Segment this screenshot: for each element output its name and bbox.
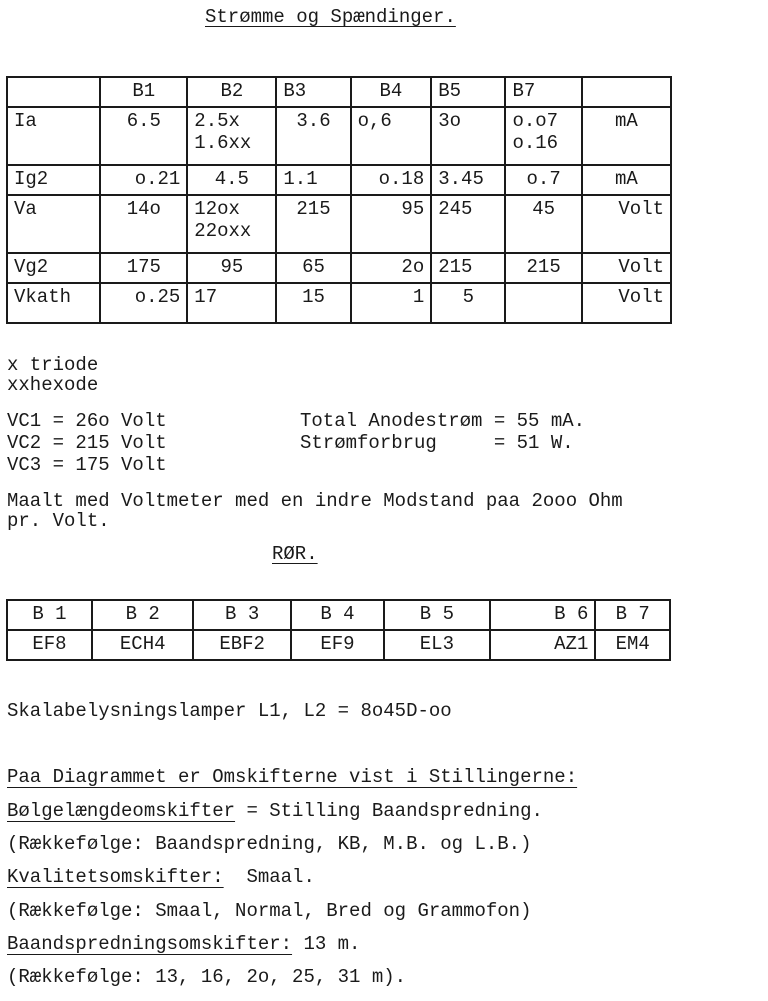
header-cell: B1 — [100, 77, 187, 107]
tube-position-cell: B 5 — [384, 600, 490, 630]
quality-switch-line — [7, 866, 315, 888]
table-cell: 15 — [276, 283, 350, 323]
row-label: Vg2 — [7, 253, 100, 283]
wave-switch-value: = Stilling Baandspredning. — [235, 800, 543, 822]
table-cell: 17 — [187, 283, 276, 323]
tube-position-cell: B 2 — [92, 600, 194, 630]
table-cell: 1 — [351, 283, 432, 323]
table-row — [7, 253, 671, 283]
header-cell: B3 — [276, 77, 350, 107]
table-cell: mA — [582, 165, 671, 195]
table-cell: 45 — [505, 195, 581, 253]
tubes-table — [6, 599, 671, 661]
wave-switch-label: Bølgelængdeomskifter — [7, 800, 236, 822]
note-total-anode: Total Anodestrøm = 55 mA. — [300, 410, 586, 432]
tube-type-cell: ECH4 — [92, 630, 194, 660]
quality-switch-value: Smaal. — [223, 866, 315, 888]
table-cell: 175 — [100, 253, 187, 283]
table-cell: 95 — [351, 195, 432, 253]
note-measured-line2: pr. Volt. — [7, 510, 110, 532]
table-cell: 215 — [505, 253, 581, 283]
table-cell: 95 — [187, 253, 276, 283]
header-cell: B2 — [187, 77, 276, 107]
note-vc2: VC2 = 215 Volt — [7, 432, 167, 454]
note-triode: x triode — [7, 354, 99, 376]
tube-position-cell: B 6 — [490, 600, 596, 630]
table-cell: 215 — [276, 195, 350, 253]
tube-type-cell: EF9 — [291, 630, 384, 660]
table-row — [7, 283, 671, 323]
note-vc1: VC1 = 26o Volt — [7, 410, 167, 432]
table-cell: mA — [582, 107, 671, 165]
table-cell: 4.5 — [187, 165, 276, 195]
table-cell: o.7 — [505, 165, 581, 195]
table-cell: o.o7 o.16 — [505, 107, 581, 165]
note-vc3: VC3 = 175 Volt — [7, 454, 167, 476]
tube-position-cell: B 3 — [193, 600, 290, 630]
note-measured-line1: Maalt med Voltmeter med en indre Modstand paa 2ooo Ohm — [7, 490, 623, 512]
table-cell: 2.5x 1.6xx — [187, 107, 276, 165]
header-cell: B7 — [505, 77, 581, 107]
currents-table — [6, 76, 672, 324]
row-label: Ia — [7, 107, 100, 165]
tube-type-cell: EM4 — [595, 630, 670, 660]
band-switch-line — [7, 933, 360, 955]
table-cell: 215 — [431, 253, 505, 283]
table-row — [7, 107, 671, 165]
header-cell: B5 — [431, 77, 505, 107]
tube-type-cell: EBF2 — [193, 630, 290, 660]
tube-type-cell: EF8 — [7, 630, 92, 660]
table-cell: 5 — [431, 283, 505, 323]
band-switch-value: 13 m. — [292, 933, 361, 955]
tubes-title: RØR. — [272, 543, 318, 565]
band-switch-label: Baandspredningsomskifter: — [7, 933, 293, 955]
header-cell — [582, 77, 671, 107]
table-cell: 65 — [276, 253, 350, 283]
table-row — [7, 165, 671, 195]
note-power: Strømforbrug = 51 W. — [300, 432, 574, 454]
row-label: Va — [7, 195, 100, 253]
switch-heading: Paa Diagrammet er Omskifterne vist i Stillingerne: — [7, 766, 578, 788]
tube-type-row — [7, 630, 670, 660]
header-cell: B4 — [351, 77, 432, 107]
band-switch-order: (Rækkefølge: 13, 16, 2o, 25, 31 m). — [7, 966, 407, 988]
tube-position-row — [7, 600, 670, 630]
page-title: Strømme og Spændinger. — [205, 6, 456, 28]
table-cell: 6.5 — [100, 107, 187, 165]
scale-lamps-note: Skalabelysningslamper L1, L2 = 8o45D-oo — [7, 700, 452, 722]
table-cell: 3o — [431, 107, 505, 165]
table-cell: 2o — [351, 253, 432, 283]
table-cell — [505, 283, 581, 323]
table-cell: o,6 — [351, 107, 432, 165]
row-label: Ig2 — [7, 165, 100, 195]
table-cell: 1.1 — [276, 165, 350, 195]
header-cell — [7, 77, 100, 107]
tube-position-cell: B 4 — [291, 600, 384, 630]
table-cell: Volt — [582, 253, 671, 283]
table-cell: o.21 — [100, 165, 187, 195]
quality-switch-label: Kvalitetsomskifter: — [7, 866, 224, 888]
table-cell: o.25 — [100, 283, 187, 323]
table-cell: 12ox 22oxx — [187, 195, 276, 253]
table-header-row — [7, 77, 671, 107]
row-label: Vkath — [7, 283, 100, 323]
tube-type-cell: EL3 — [384, 630, 490, 660]
tube-position-cell: B 1 — [7, 600, 92, 630]
table-cell: Volt — [582, 195, 671, 253]
table-row — [7, 195, 671, 253]
table-cell: 245 — [431, 195, 505, 253]
table-cell: 14o — [100, 195, 187, 253]
tube-type-cell: AZ1 — [490, 630, 596, 660]
note-hexode: xxhexode — [7, 374, 99, 396]
tube-position-cell: B 7 — [595, 600, 670, 630]
wave-switch-line — [7, 800, 543, 822]
wave-switch-order: (Rækkefølge: Baandspredning, KB, M.B. og L.B.) — [7, 833, 532, 855]
table-cell: o.18 — [351, 165, 432, 195]
table-cell: 3.45 — [431, 165, 505, 195]
table-cell: Volt — [582, 283, 671, 323]
table-cell: 3.6 — [276, 107, 350, 165]
quality-switch-order: (Rækkefølge: Smaal, Normal, Bred og Grammofon) — [7, 900, 532, 922]
